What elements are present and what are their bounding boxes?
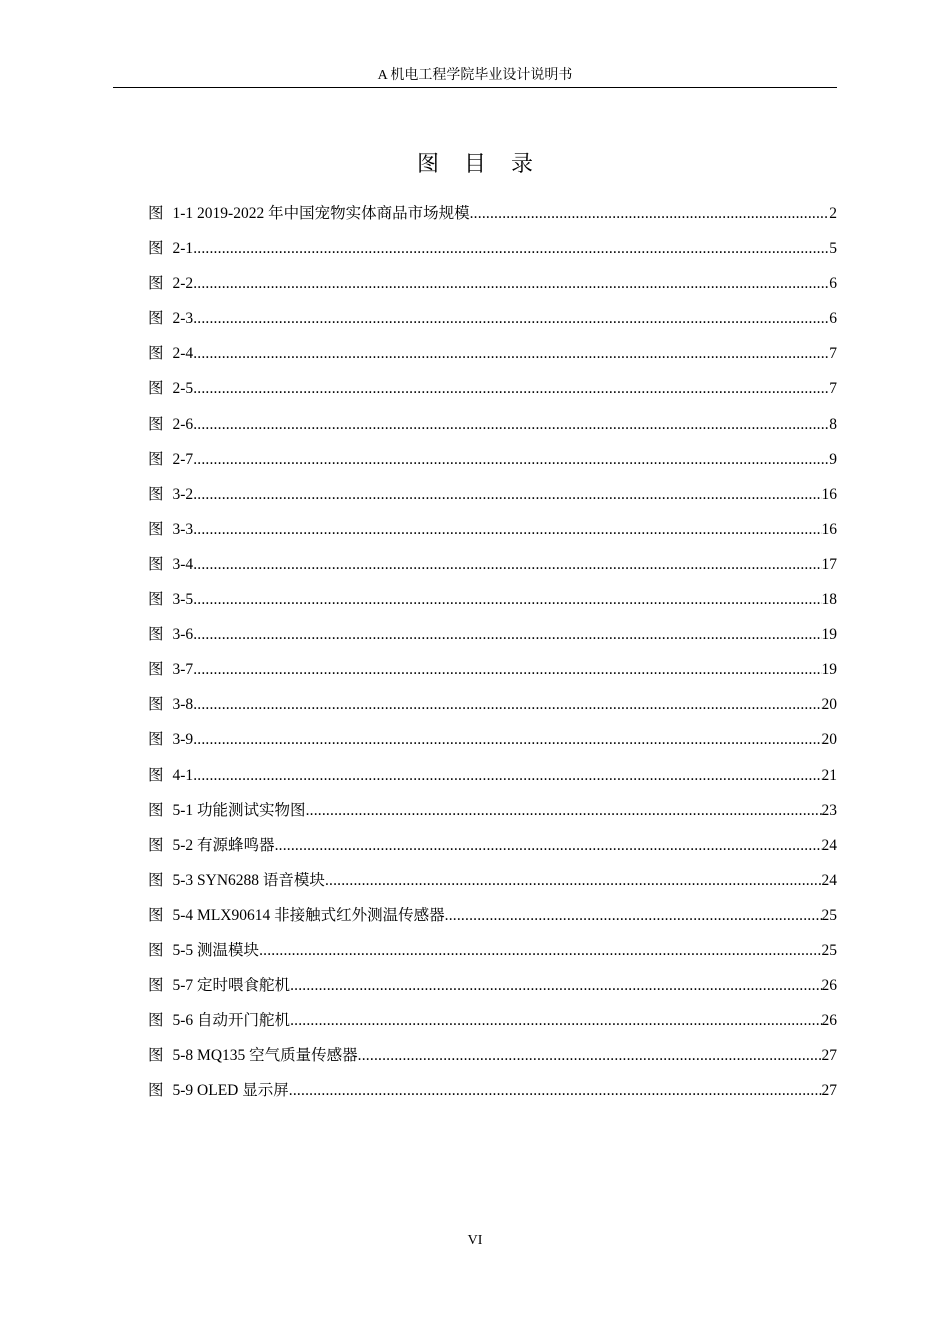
- figure-label: 3-7: [172, 661, 194, 679]
- figure-list-entry[interactable]: [148, 271, 837, 306]
- dot-leader: [445, 903, 822, 929]
- figure-list-entry[interactable]: [148, 692, 837, 727]
- figure-list-entry[interactable]: [148, 517, 837, 552]
- header-text: A 机电工程学院毕业设计说明书: [377, 68, 573, 83]
- figure-prefix: 图: [148, 415, 164, 433]
- figure-label: 5-4 MLX90614 非接触式红外测温传感器: [172, 906, 445, 924]
- dot-leader: [259, 938, 821, 964]
- page-number: 16: [821, 520, 837, 538]
- figure-prefix: 图: [148, 977, 164, 995]
- dot-leader: [325, 868, 822, 894]
- page-number: 26: [821, 977, 837, 995]
- dot-leader: [193, 552, 821, 578]
- figure-label: 2-5: [172, 380, 194, 398]
- figure-prefix: 图: [148, 591, 164, 609]
- dot-leader: [275, 833, 822, 859]
- figure-prefix: 图: [148, 205, 164, 222]
- figure-prefix: 图: [148, 801, 164, 819]
- figure-label: 5-8 MQ135 空气质量传感器: [172, 1047, 358, 1065]
- figure-list-entry[interactable]: [148, 973, 837, 1008]
- page-number: 21: [821, 766, 837, 784]
- figure-label: 4-1: [172, 766, 194, 784]
- figure-prefix: 图: [148, 871, 164, 889]
- figure-list-entry[interactable]: [148, 903, 837, 938]
- figure-label: 5-2 有源蜂鸣器: [172, 836, 275, 854]
- page-number: 24: [821, 871, 837, 889]
- figure-label: 2-1: [172, 240, 194, 258]
- figure-list-entry[interactable]: [148, 552, 837, 587]
- figure-list-entry[interactable]: [148, 376, 837, 411]
- page-number: 17: [821, 555, 837, 573]
- figure-prefix: 图: [148, 1047, 164, 1065]
- dot-leader: [193, 727, 821, 753]
- figure-label: 2-6: [172, 415, 194, 433]
- figure-list-entry[interactable]: [148, 763, 837, 798]
- figure-list-entry[interactable]: [148, 1043, 837, 1078]
- page-number: 2: [829, 205, 837, 222]
- figure-label: 3-9: [172, 731, 194, 749]
- figure-label: 5-9 OLED 显示屏: [172, 1082, 289, 1100]
- figure-list-entry[interactable]: [148, 1078, 837, 1113]
- page-number: 6: [829, 275, 837, 293]
- figure-list-entry[interactable]: [148, 482, 837, 517]
- dot-leader: [193, 412, 829, 438]
- figure-label: 3-4: [172, 555, 194, 573]
- figure-label: 5-3 SYN6288 语音模块: [172, 871, 325, 889]
- figure-list-entry[interactable]: [148, 622, 837, 657]
- figure-prefix: 图: [148, 766, 164, 784]
- page-number: 24: [821, 836, 837, 854]
- figure-prefix: 图: [148, 520, 164, 538]
- figure-list-entry[interactable]: [148, 833, 837, 868]
- figure-prefix: 图: [148, 240, 164, 258]
- footer-page-number: VI: [467, 1233, 483, 1248]
- dot-leader: [193, 236, 829, 262]
- figure-list-entry[interactable]: [148, 1008, 837, 1043]
- dot-leader: [193, 517, 821, 543]
- page-number: 19: [821, 626, 837, 644]
- dot-leader: [193, 447, 829, 473]
- dot-leader: [193, 587, 821, 613]
- figure-label: 2-4: [172, 345, 194, 363]
- figure-prefix: 图: [148, 731, 164, 749]
- figure-list-entry[interactable]: [148, 587, 837, 622]
- page-footer: [0, 1231, 950, 1251]
- page-number: 25: [821, 941, 837, 959]
- figure-prefix: 图: [148, 555, 164, 573]
- figure-prefix: 图: [148, 485, 164, 503]
- figure-label: 5-5 测温模块: [172, 941, 260, 959]
- figure-list-entry[interactable]: [148, 236, 837, 271]
- figure-list-entry[interactable]: [148, 412, 837, 447]
- figure-label: 3-2: [172, 485, 194, 503]
- page-number: 16: [821, 485, 837, 503]
- figure-label: 2-2: [172, 275, 194, 293]
- dot-leader: [358, 1043, 822, 1069]
- page-number: 19: [821, 661, 837, 679]
- figure-prefix: 图: [148, 626, 164, 644]
- dot-leader: [306, 798, 822, 824]
- figure-label: 2-3: [172, 310, 194, 328]
- dot-leader: [290, 973, 821, 999]
- figure-label: 3-8: [172, 696, 194, 714]
- figure-prefix: 图: [148, 275, 164, 293]
- dot-leader: [289, 1078, 822, 1104]
- figure-prefix: 图: [148, 380, 164, 398]
- figure-list-entry[interactable]: [148, 306, 837, 341]
- figure-label: 5-1 功能测试实物图: [172, 801, 306, 819]
- figure-prefix: 图: [148, 1012, 164, 1030]
- page-header: [113, 66, 837, 88]
- figure-prefix: 图: [148, 345, 164, 363]
- figure-list-entry[interactable]: [148, 447, 837, 482]
- figure-prefix: 图: [148, 941, 164, 959]
- page-number: 7: [829, 380, 837, 398]
- figure-prefix: 图: [148, 906, 164, 924]
- page-number: 27: [821, 1082, 837, 1100]
- figure-prefix: 图: [148, 450, 164, 468]
- dot-leader: [193, 376, 829, 402]
- dot-leader: [193, 622, 821, 648]
- page-number: 25: [821, 906, 837, 924]
- page-number: 26: [821, 1012, 837, 1030]
- page-number: 7: [829, 345, 837, 363]
- figure-list-entry[interactable]: [148, 798, 837, 833]
- figure-prefix: 图: [148, 1082, 164, 1100]
- page-number: 9: [829, 450, 837, 468]
- figure-list-entry[interactable]: [148, 727, 837, 762]
- figure-list-entry[interactable]: [148, 938, 837, 973]
- figure-label: 5-7 定时喂食舵机: [172, 977, 291, 995]
- figure-prefix: 图: [148, 696, 164, 714]
- page-number: 6: [829, 310, 837, 328]
- figure-label: 3-6: [172, 626, 194, 644]
- page-number: 20: [821, 696, 837, 714]
- figure-prefix: 图: [148, 310, 164, 328]
- dot-leader: [193, 341, 829, 367]
- figure-label: 2-7: [172, 450, 194, 468]
- figure-list-entry[interactable]: [148, 868, 837, 903]
- dot-leader: [470, 201, 830, 227]
- page-number: 8: [829, 415, 837, 433]
- figure-label: 1-1 2019-2022 年中国宠物实体商品市场规模: [172, 205, 470, 222]
- page-number: 20: [821, 731, 837, 749]
- page-number: 23: [821, 801, 837, 819]
- dot-leader: [193, 271, 829, 297]
- dot-leader: [193, 482, 821, 508]
- page-number: 18: [821, 591, 837, 609]
- figure-prefix: 图: [148, 836, 164, 854]
- dot-leader: [193, 763, 821, 789]
- dot-leader: [193, 692, 821, 718]
- page-number: 27: [821, 1047, 837, 1065]
- figure-list-entry[interactable]: [148, 657, 837, 692]
- figure-label: 3-3: [172, 520, 194, 538]
- dot-leader: [290, 1008, 821, 1034]
- figure-label: 3-5: [172, 591, 194, 609]
- dot-leader: [193, 306, 829, 332]
- figure-list-entry[interactable]: [148, 341, 837, 376]
- figure-list: [148, 201, 837, 1113]
- dot-leader: [193, 657, 821, 683]
- figure-prefix: 图: [148, 661, 164, 679]
- figure-list-entry[interactable]: [148, 201, 837, 236]
- page-title: 图 目 录: [417, 152, 542, 177]
- figure-label: 5-6 自动开门舵机: [172, 1012, 291, 1030]
- page-number: 5: [829, 240, 837, 258]
